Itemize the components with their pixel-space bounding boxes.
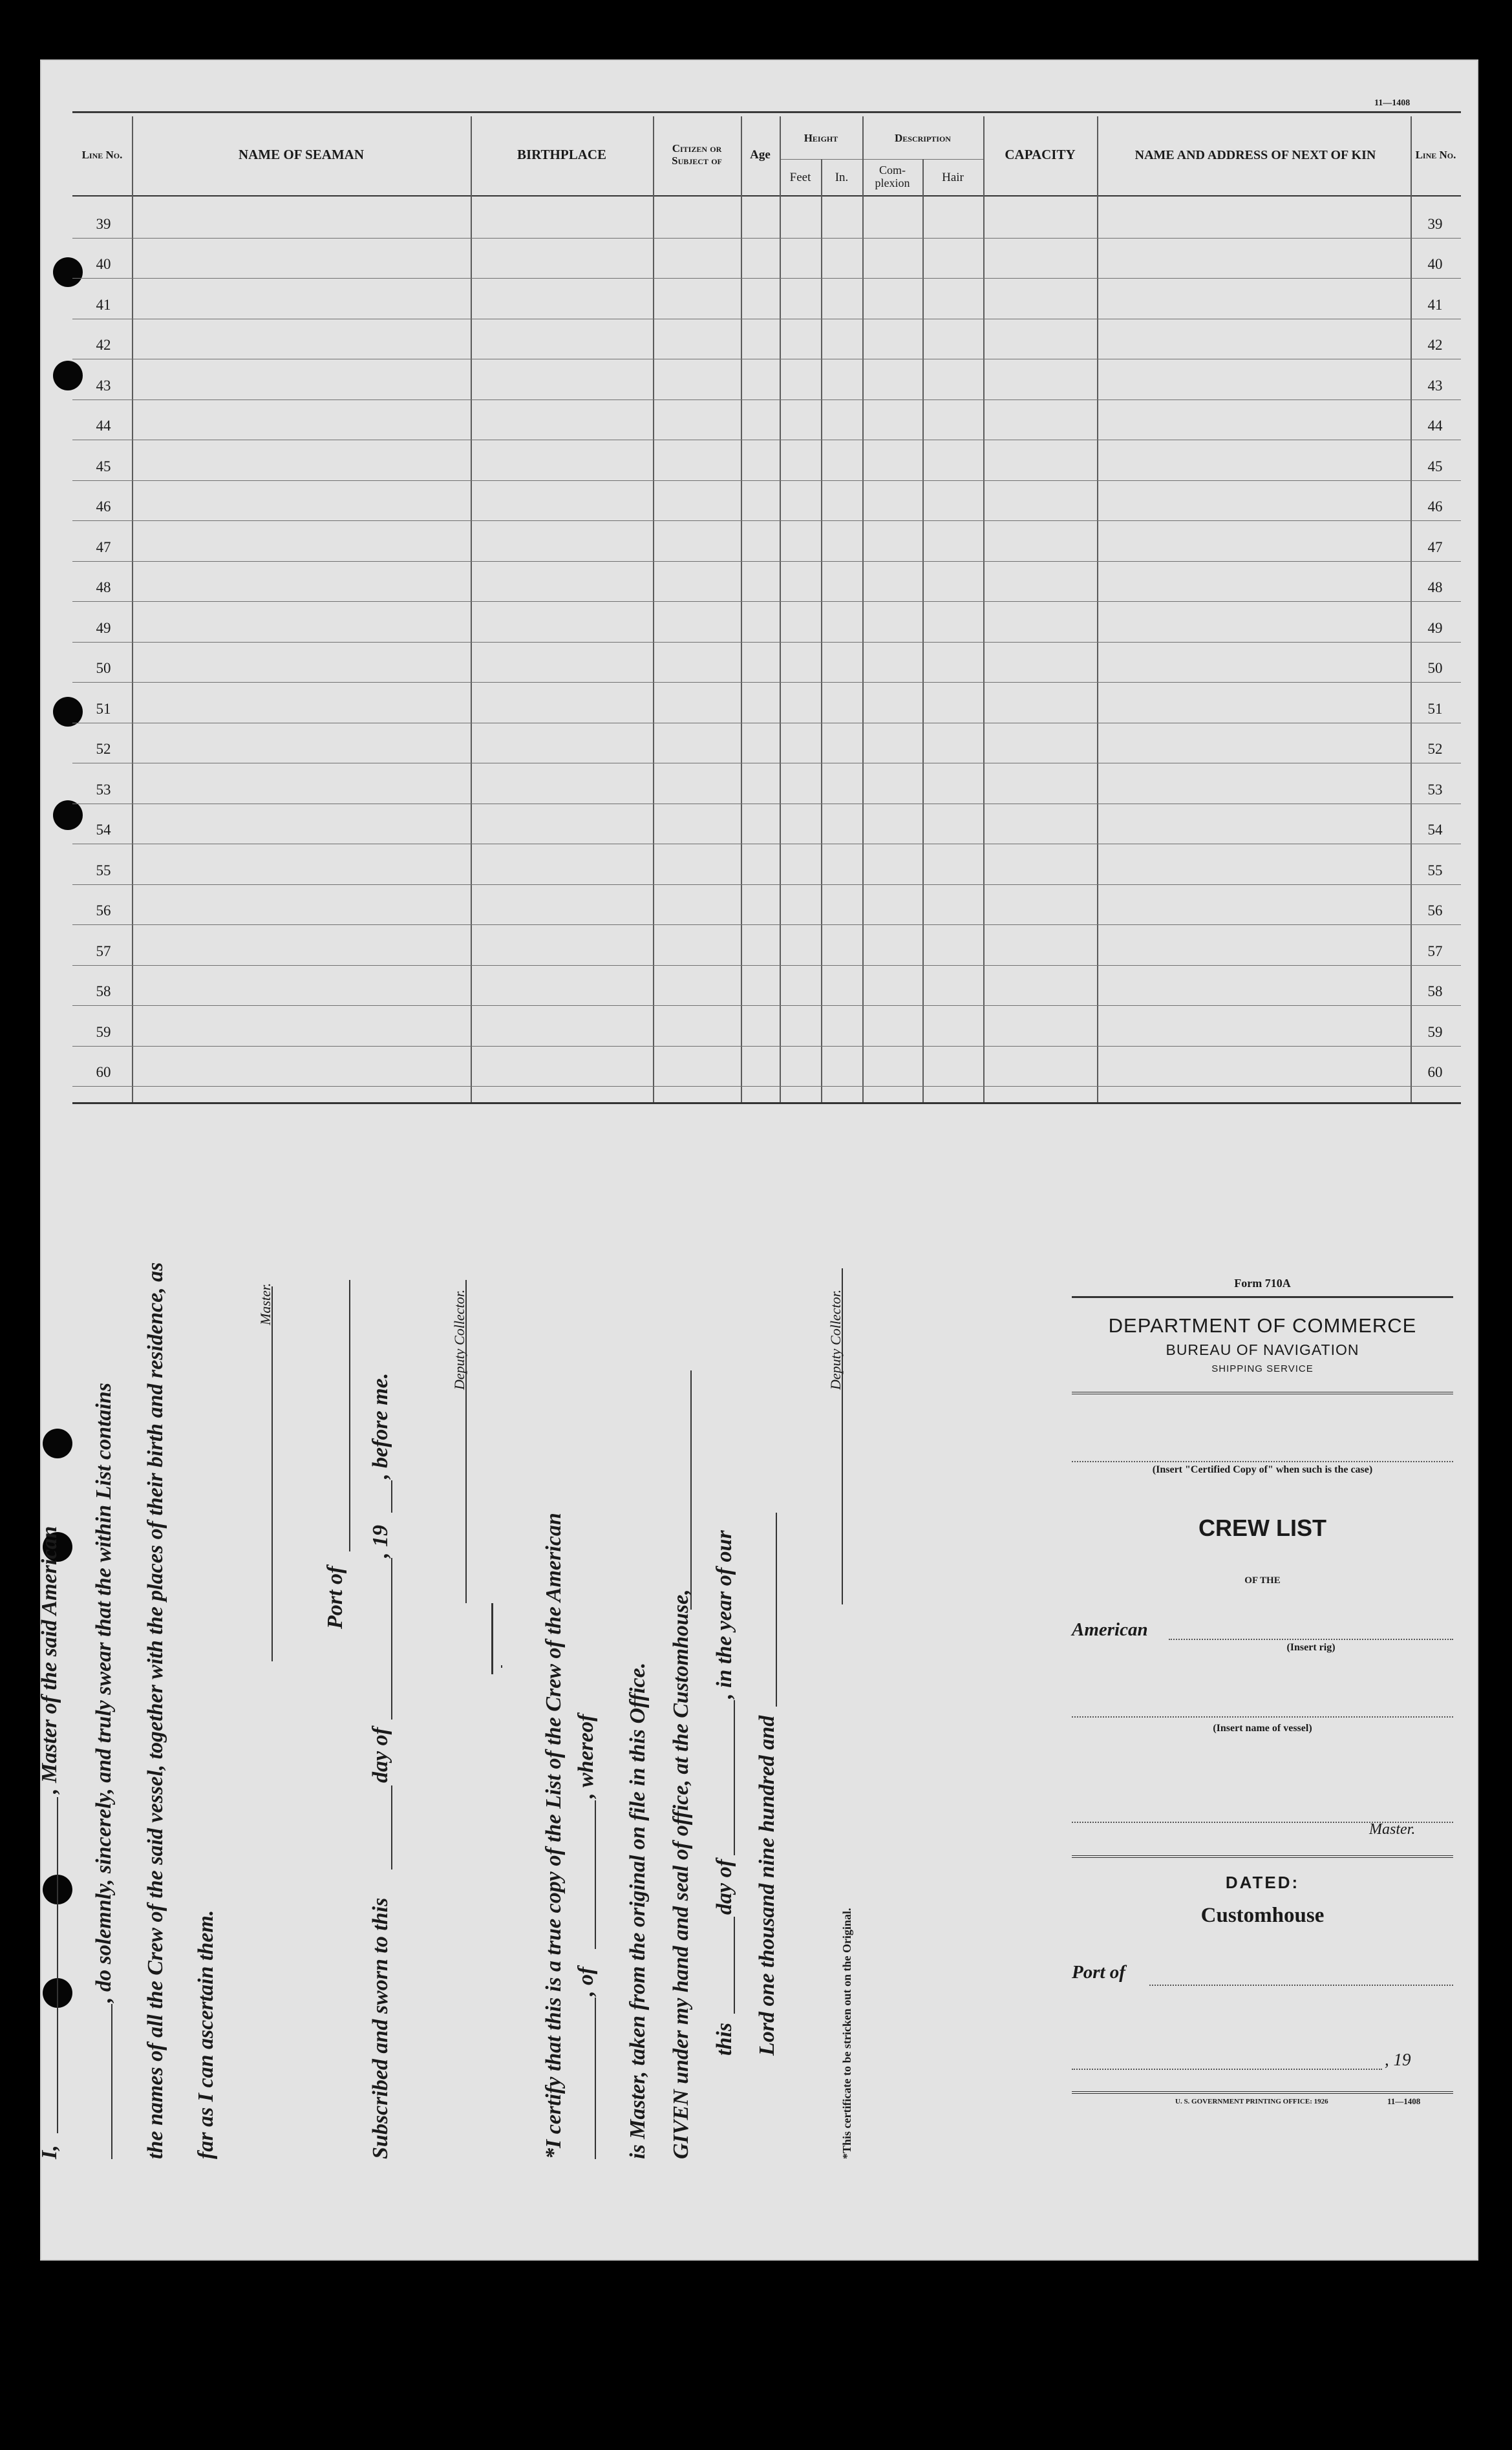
table-row [72, 278, 1461, 319]
line-number-left: 52 [96, 741, 111, 757]
table-row [72, 238, 1461, 279]
form-number: Form 710A [1234, 1277, 1291, 1290]
line-number-right: 41 [1427, 296, 1443, 313]
panel-rule [1072, 1855, 1453, 1858]
oath-i: I, [37, 2145, 61, 2159]
line-number-left: 57 [96, 943, 111, 959]
table-row [72, 682, 1461, 723]
table-row [72, 1005, 1461, 1046]
oath-master: Master. [257, 1283, 273, 1325]
table-row [72, 399, 1461, 440]
oath-subscribed: Subscribed and sworn to this [368, 1897, 392, 2159]
insert-rig-note: (Insert rig) [1286, 1642, 1336, 1653]
line-number-left: 47 [96, 538, 111, 555]
header-feet: Feet [789, 170, 811, 184]
line-number-right: 60 [1427, 1064, 1443, 1080]
line-number-left: 49 [96, 619, 111, 636]
line-number-right: 54 [1427, 822, 1443, 838]
line-number-left: 42 [96, 337, 111, 353]
panel-rule [1072, 1392, 1453, 1394]
panel-rule [1072, 2091, 1453, 2094]
cert-of: , of [574, 1966, 598, 1996]
line-number-right: 48 [1427, 579, 1443, 595]
table-bottom-rule [72, 1102, 1461, 1104]
line-number-right: 51 [1427, 700, 1443, 717]
of-the: OF THE [1244, 1575, 1281, 1586]
crew-list-title: CREW LIST [1198, 1515, 1326, 1541]
department: DEPARTMENT OF COMMERCE [1108, 1314, 1417, 1337]
line-number-left: 43 [96, 377, 111, 394]
line-number-right: 50 [1427, 660, 1443, 676]
oath-before-me: , before me. [368, 1372, 392, 1479]
bureau: BUREAU OF NAVIGATION [1166, 1341, 1359, 1358]
master-label: Master. [1369, 1821, 1416, 1838]
line-number-right: 40 [1427, 256, 1443, 272]
form-code-top: 11—1408 [1374, 98, 1411, 108]
line-number-left: 44 [96, 418, 111, 434]
line-number-right: 57 [1427, 943, 1443, 959]
table-row [72, 804, 1461, 844]
header-height: Height [804, 131, 838, 144]
table-row [72, 642, 1461, 683]
table-row [72, 440, 1461, 480]
cert-given: GIVEN under my hand and seal of office, at the Customhouse, [669, 1589, 693, 2159]
crew-table [72, 116, 1461, 1102]
line-number-right: 39 [1427, 215, 1443, 232]
cert-footnote: *This certificate to be stricken out on the Original. [840, 1908, 853, 2159]
table-row [72, 601, 1461, 642]
table-row [72, 723, 1461, 763]
section-divider [491, 1603, 493, 1674]
line-number-left: 39 [96, 215, 111, 232]
line-number-left: 51 [96, 700, 111, 717]
divider [501, 1665, 502, 1668]
table-row [72, 480, 1461, 521]
shipping-service: SHIPPING SERVICE [1211, 1363, 1314, 1374]
oath-day-of: day of [368, 1727, 392, 1783]
line-number-right: 49 [1427, 619, 1443, 636]
line-number-right: 42 [1427, 337, 1443, 353]
table-row [72, 924, 1461, 965]
master-signature-line [272, 1286, 273, 1661]
header-inches: In. [835, 170, 849, 184]
line-number-right: 46 [1427, 498, 1443, 515]
port-line [1149, 1985, 1453, 1986]
rig-line [1169, 1639, 1453, 1640]
blank-line [690, 1370, 692, 1610]
line-number-right: 45 [1427, 458, 1443, 474]
oath-swear: , do solemnly, sincerely, and truly swear that the within List contains [92, 1382, 116, 2003]
oath-master-of: , Master of the said American [37, 1526, 61, 1794]
table-row-rule [72, 1086, 1461, 1087]
line-number-right: 44 [1427, 418, 1443, 434]
cert-deputy-collector: Deputy Collector. [827, 1289, 844, 1390]
line-number-left: 40 [96, 256, 111, 272]
oath-19: , 19 [368, 1525, 392, 1558]
line-number-left: 41 [96, 296, 111, 313]
header-age: Age [750, 147, 771, 162]
oath-ascertain: far as I can ascertain them. [194, 1910, 218, 2159]
header-line-no: Line No. [81, 148, 123, 161]
cert-lord: Lord one thousand nine hundred and [755, 1715, 779, 2056]
cert-whereof: , whereof [574, 1714, 598, 1798]
line-number-right: 55 [1427, 862, 1443, 879]
oath-deputy-collector: Deputy Collector. [451, 1289, 467, 1390]
line-number-left: 55 [96, 862, 111, 879]
cert-this: this [712, 2022, 736, 2056]
table-row [72, 520, 1461, 561]
header-capacity: CAPACITY [1005, 147, 1076, 163]
table-row [72, 359, 1461, 399]
year-19: , 19 [1385, 2050, 1411, 2069]
header-hair: Hair [942, 170, 964, 184]
blank-line [734, 1917, 735, 2014]
blank-line [391, 1785, 392, 1869]
header-rule [72, 195, 1461, 197]
port-of-label: Port of [1072, 1962, 1125, 1983]
table-row [72, 197, 1461, 238]
table-row [72, 965, 1461, 1006]
header-description: Description [895, 131, 951, 144]
cert-year: , in the year of our [712, 1530, 736, 1699]
date-line [1072, 2069, 1382, 2070]
table-row [72, 884, 1461, 925]
panel-rule [1072, 1296, 1453, 1298]
printer-credit: U. S. GOVERNMENT PRINTING OFFICE: 1926 [1175, 2098, 1328, 2105]
blank-line [734, 1700, 735, 1855]
cert-certify: *I certify that this is a true copy of the List of the Crew of the American [542, 1513, 566, 2159]
american-label: American [1072, 1619, 1148, 1640]
cert-day-of: day of [712, 1859, 736, 1915]
blank-line [595, 1800, 596, 1949]
header-citizen: Citizen or Subject of [672, 142, 722, 167]
top-rule [72, 111, 1461, 113]
blank-line [349, 1280, 350, 1551]
line-number-left: 48 [96, 579, 111, 595]
line-number-left: 50 [96, 660, 111, 676]
line-number-left: 45 [96, 458, 111, 474]
blank-line [776, 1513, 777, 1707]
line-number-left: 46 [96, 498, 111, 515]
line-number-right: 56 [1427, 902, 1443, 919]
line-number-left: 58 [96, 983, 111, 999]
oath-block [0, 1138, 944, 2172]
dated-label: DATED: [1225, 1873, 1300, 1892]
insert-certified-note: (Insert "Certified Copy of" when such is the case) [1152, 1464, 1373, 1475]
table-row [72, 1046, 1461, 1087]
line-number-left: 56 [96, 902, 111, 919]
vessel-name-line [1072, 1716, 1453, 1718]
table-row [72, 561, 1461, 602]
line-number-left: 53 [96, 781, 111, 798]
line-number-right: 58 [1427, 983, 1443, 999]
header-birthplace: BIRTHPLACE [516, 147, 607, 163]
line-number-right: 53 [1427, 781, 1443, 798]
customhouse-label: Customhouse [1200, 1904, 1325, 1927]
header-complexion: Com-plexion [875, 164, 910, 189]
line-number-left: 59 [96, 1023, 111, 1040]
line-number-left: 54 [96, 822, 111, 838]
line-number-left: 60 [96, 1064, 111, 1080]
header-next-of-kin: NAME AND ADDRESS OF NEXT OF KIN [1134, 148, 1376, 162]
insert-vessel-note: (Insert name of vessel) [1213, 1723, 1312, 1734]
oath-names: the names of all the Crew of the said vessel, together with the places of their birth and residence, as [144, 1262, 167, 2159]
table-row [72, 319, 1461, 359]
blank-line [391, 1558, 392, 1720]
header-name-of-seaman: NAME OF SEAMAN [238, 147, 365, 163]
certified-copy-line [1072, 1461, 1453, 1462]
panel-form-code: 11—1408 [1387, 2096, 1421, 2106]
header-line-no-right: Line No. [1415, 148, 1456, 161]
oath-port-of: Port of [323, 1566, 347, 1629]
blank-line [111, 2004, 112, 2159]
table-row [72, 763, 1461, 804]
line-number-right: 59 [1427, 1023, 1443, 1040]
line-number-right: 52 [1427, 741, 1443, 757]
cert-is-master: is Master, taken from the original on file in this Office. [626, 1662, 650, 2159]
line-number-right: 47 [1427, 538, 1443, 555]
table-row [72, 844, 1461, 884]
blank-line [57, 1797, 58, 2133]
blank-line [391, 1480, 392, 1513]
line-number-right: 43 [1427, 377, 1443, 394]
blank-line [595, 1997, 596, 2159]
